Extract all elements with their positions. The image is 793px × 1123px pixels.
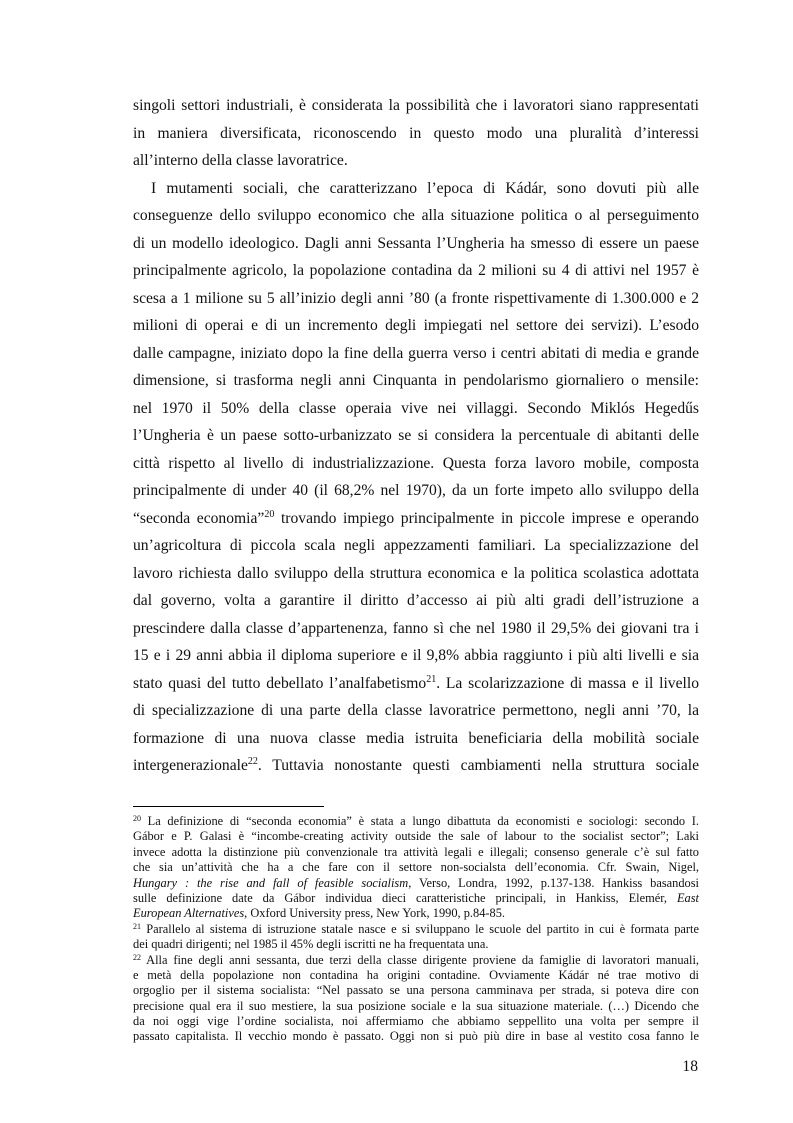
footnote-text: Alla fine degli anni sessanta, due terzi della classe dirigente proviene da famiglie di lavoratori manuali, [141,952,699,967]
line-text-after: trovando impiego principalmente in piccole imprese e operando [274,509,699,527]
footnote-text: , Oxford University press, New York, 1990, p.84-85. [244,906,506,921]
body-line [133,450,699,478]
body-line [133,147,699,175]
footnote-22-line [133,999,699,1014]
footnote-22-line [133,1014,699,1029]
footnote-20-line [133,814,699,829]
footnote-text: passato capitalista. Il vecchio mondo è passato. Oggi non si può più dire in base al vestito cosa fanno le [133,1029,699,1044]
footnote-20-line [133,906,699,921]
body-line [133,560,699,588]
body-line [133,312,699,340]
body-line [133,615,699,643]
line-text: scesa a 1 milione su 5 all’inizio degli anni ’80 (a fronte rispettivamente di 1.300.000 e 2 [133,289,699,307]
footnote-21-line [133,937,699,952]
footnote-ref-21[interactable]: 21 [426,673,437,685]
footnote-text: e metà della popolazione non contadina ha origini contadine. Ovviamente Kádár né trae motivo di [133,967,699,982]
line-text-after: . La scolarizzazione di massa e il livello [436,674,699,692]
line-text: di un modello ideologico. Dagli anni Sessanta l’Ungheria ha smesso di essere un paese [133,234,699,252]
line-text: milioni di operai e di un incremento degli impiegati nel settore dei servizi). L’esodo [133,317,699,334]
line-text: lavoro richiesta dallo sviluppo della struttura economica e la politica scolastica adottata [133,564,699,582]
footnote-text: precisione qual era il suo mestiere, la sua posizione sociale e la sua situazione materiale. (…) Dicendo che [133,998,699,1013]
body-line [133,670,699,698]
body-line [133,532,699,560]
line-text: un’agricoltura di piccola scala negli appezzamenti familiari. La specializzazione del [133,537,699,554]
footnote-22-line [133,953,699,968]
line-text: all’interno della classe lavoratrice. [133,152,348,169]
line-text: principalmente agricolo, la popolazione contadina da 2 milioni su 4 di attivi nel 1957 è [133,262,699,279]
footnote-text: sulle definizione date da Gábor individua dieci caratteristiche principali, in Hankiss, Elemér, [133,890,677,905]
line-text: prescindere dalla classe d’appartenenza, fanno sì che nel 1980 il 29,5% dei giovani tra i [133,619,699,637]
body-line [133,642,699,670]
footnote-20-line [133,860,699,875]
footnote-text: Parallelo al sistema di istruzione statale nasce e si sviluppano le scuole del partito in cui è formata parte [141,921,699,936]
body-line [133,697,699,725]
footnote-ref-22[interactable]: 22 [247,756,258,767]
footnote-20-line [133,891,699,906]
footnote-20-line [133,845,699,860]
footnote-20-line [133,876,699,891]
footnote-21-line [133,922,699,937]
line-text: città rispetto al livello di industrializzazione. Questa forza lavoro mobile, composta [133,454,699,472]
body-line [133,285,699,313]
line-text: dalle campagne, iniziato dopo la fine della guerra verso i centri abitati di media e grande [133,344,699,362]
footnote-number: 22 [133,952,141,962]
line-text: formazione di una nuova classe media istruita beneficiaria della mobilità sociale [133,729,699,747]
book-title: Hungary : the rise and fall of feasible socialism [133,875,409,890]
body-line [133,202,699,230]
line-text: “seconda economia” [133,509,265,527]
footnotes [133,814,699,1045]
line-text: principalmente di under 40 (il 68,2% nel 1970), da un forte impeto allo sviluppo della [133,482,699,499]
footnote-text: invece adotta la distinzione più convenzionale tra attività legali e illegali; consenso generale c’è sul fatto [133,844,699,859]
line-text: dimensione, si trasforma negli anni Cinquanta in pendolarismo giornaliero o mensile: [133,372,699,389]
footnote-22-line [133,983,699,998]
line-text: singoli settori industriali, è considerata la possibilità che i lavoratori siano rappresentati [133,97,699,114]
line-text: l’Ungheria è un paese sotto-urbanizzato se si considera la percentuale di abitanti delle [133,427,699,444]
footnote-number: 20 [133,814,141,823]
footnote-number: 21 [133,921,141,931]
book-title: East [676,890,699,905]
body-text [133,92,699,780]
footnote-text: La definizione di “seconda economia” è stata a lungo dibattuta da economisti e sociologi: secondo I. [141,814,699,828]
footnote-22-line [133,968,699,983]
page-number: 18 [682,1058,698,1075]
body-line [133,725,699,753]
footnote-text: Gábor e P. Galasi è “incombe-creating activity outside the sale of labour to the socialist sector”; Laki [133,829,699,844]
body-line [133,587,699,615]
body-line [133,230,699,258]
line-text: I mutamenti sociali, che caratterizzano l’epoca di Kádár, sono dovuti più alle [151,179,699,197]
body-line [133,367,699,395]
footnote-text: che sia un’attività che ha a che fare con il settore non-socialsta dell’economia. Cfr. Swain, Nigel, [133,860,699,875]
footnote-text: dei quadri dirigenti; nel 1985 il 45% degli iscritti ne ha frequentata una. [133,937,489,952]
body-line [133,92,699,120]
body-line [133,120,699,148]
line-text: intergenerazionale [133,757,248,774]
footnote-text: da noi oggi vige l’ordine socialista, noi affermiamo che abbiamo seppellito una volta per sempre il [133,1014,699,1029]
body-line [133,752,699,780]
line-text: dal governo, volta a garantire il diritto d’accesso ai più alti gradi dell’istruzione a [133,592,699,609]
footnote-text: , Verso, Londra, 1992, p.137-138. Hankiss basandosi [408,875,699,890]
line-text: stato quasi del tutto debellato l’analfabetismo [133,674,427,692]
footnote-separator [133,806,324,807]
line-text: di specializzazione di una parte della classe lavoratrice permettono, negli anni ’70, la [133,702,699,719]
line-text-after: . Tuttavia nonostante questi cambiamenti nella struttura sociale [257,757,699,774]
line-text: conseguenze dello sviluppo economico che alla situazione politica o al perseguimento [133,207,699,224]
body-line [133,395,699,423]
line-text: in maniera diversificata, riconoscendo in questo modo una pluralità d’interessi [133,124,699,142]
body-line [133,175,699,203]
footnote-ref-20[interactable]: 20 [264,508,275,520]
body-line [133,505,699,533]
line-text: 15 e i 29 anni abbia il diploma superiore e il 9,8% abbia raggiunto i più alti livelli e sia [133,647,699,664]
body-line [133,422,699,450]
footnote-text: orgoglio per il sistema socialista: “Nel passato se una persona camminava per strada, si poteva dire con [133,983,699,998]
footnote-20-line [133,829,699,844]
body-line [133,340,699,368]
footnote-22-line [133,1029,699,1044]
book-title: European Alternatives [133,906,245,921]
line-text: nel 1970 il 50% della classe operaia vive nei villaggi. Secondo Miklós Hegedűs [133,399,699,417]
body-line [133,477,699,505]
body-line [133,257,699,285]
